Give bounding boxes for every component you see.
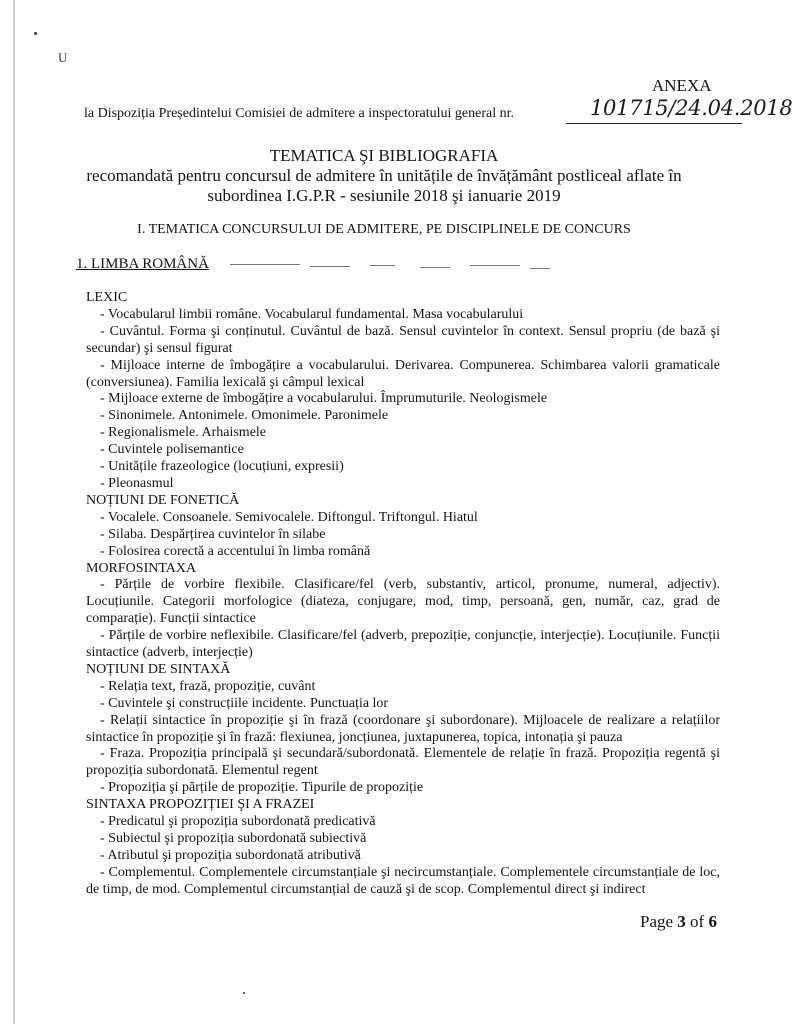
- lexic-item: - Mijloace externe de îmbogățire a vocabularului. Împrumuturile. Neologismele: [100, 391, 548, 407]
- fonetica-item: - Folosirea corectă a accentului în limba română: [100, 543, 371, 559]
- heading-morfosintaxa: MORFOSINTAXA: [86, 560, 197, 576]
- heading-lexic: LEXIC: [86, 290, 128, 305]
- scan-noise: [230, 262, 570, 272]
- sintaxa-item: - Relația text, frază, propoziție, cuvânt: [100, 678, 316, 694]
- lexic-item: - Pleonasmul: [100, 475, 174, 491]
- disposition-text: la Dispoziția Președintelui Comisiei de admitere a inspectoratului general nr.: [84, 106, 514, 121]
- fonetica-item: - Silaba. Despărțirea cuvintelor în silabe: [100, 526, 326, 542]
- handwritten-number: 101715/24.04.2018: [590, 96, 792, 120]
- page-current: 3: [677, 912, 686, 931]
- sintaxa-item: - Relații sintactice în propoziție şi în frază (coordonare şi subordonare). Mijloacele de realizare a relațiilor sintactice în propoziție şi în frază: flexiunea, joncțiunea, juxtapunerea, topica, intonația şi pauza: [86, 712, 720, 745]
- handwritten-underline: [566, 123, 742, 124]
- heading-sintaxa-propozitiei: SINTAXA PROPOZIȚIEI ŞI A FRAZEI: [86, 797, 315, 813]
- page-label: Page: [640, 912, 674, 931]
- document-subtitle-line-1: recomandată pentru concursul de admitere în unitățile de învățământ postliceal aflate în: [86, 166, 682, 185]
- sintaxa-propozitiei-item: - Complementul. Complementele circumstanțiale şi necircumstanțiale. Complementele circumstanțiale de loc, de timp, de mod. Complementul circumstanțial de cauză şi de scop. Complementul direct şi indirect: [86, 864, 720, 897]
- section-heading: I. TEMATICA CONCURSULUI DE ADMITERE, PE DISCIPLINELE DE CONCURS: [137, 222, 631, 237]
- subject-heading: 1. LIMBA ROMÂNĂ: [76, 256, 209, 272]
- disposition-row: [84, 96, 792, 126]
- document-title: TEMATICA ŞI BIBLIOGRAFIA: [269, 146, 499, 165]
- lexic-item: - Regionalismele. Arhaismele: [100, 425, 267, 441]
- lexic-item: - Cuvintele polisemantice: [100, 442, 244, 458]
- document-subtitle-line-2: subordinea I.G.P.R - sesiunile 2018 şi ianuarie 2019: [207, 186, 561, 205]
- heading-fonetica: NOȚIUNI DE FONETICĂ: [86, 492, 240, 508]
- page-number: [640, 912, 717, 932]
- sintaxa-item: - Cuvintele şi construcțiile incidente. Punctuația lor: [100, 695, 389, 711]
- fonetica-item: - Vocalele. Consoanele. Semivocalele. Diftongul. Triftongul. Hiatul: [100, 509, 478, 525]
- corner-mark: U: [58, 50, 68, 65]
- sintaxa-propozitiei-item: - Atributul şi propoziția subordonată atributivă: [100, 847, 361, 863]
- lexic-item: - Cuvântul. Forma şi conținutul. Cuvântul de bază. Sensul cuvintelor în context. Sensul propriu (de bază şi secundar) şi sensul figurat: [86, 323, 720, 356]
- page-total: 6: [708, 912, 717, 931]
- morfosintaxa-item: - Părțile de vorbire flexibile. Clasificare/fel (verb, substantiv, articol, pronume, numeral, adjectiv). Locuțiunile. Categorii morfologice (diateza, conjugare, mod, timp, persoană, gen, număr, caz, grad de comparație). Funcții sintactice: [86, 577, 720, 627]
- scan-speck: [34, 32, 37, 35]
- morfosintaxa-item: - Părțile de vorbire neflexibile. Clasificare/fel (adverb, prepoziție, conjuncție, interjecție). Locuțiunile. Funcții sintactice (adverb, interjecție): [86, 628, 720, 661]
- lexic-item: - Sinonimele. Antonimele. Omonimele. Paronimele: [100, 408, 389, 424]
- page-of: of: [690, 912, 705, 931]
- lexic-item: - Unitățile frazeologice (locuțiuni, expresii): [100, 459, 344, 475]
- heading-sintaxa: NOȚIUNI DE SINTAXĂ: [86, 661, 231, 677]
- lexic-item: - Mijloace interne de îmbogățire a vocabularului. Derivarea. Compunerea. Schimbarea valorii gramaticale (conversiunea). Familia lexicală şi câmpul lexical: [86, 357, 720, 390]
- scan-speck: [243, 992, 245, 994]
- annex-label: ANEXA: [652, 76, 712, 95]
- sintaxa-item: - Fraza. Propoziția principală şi secundară/subordonată. Elementele de relație în frază. Propoziția regentă şi propoziția subordonată. Elementul regent: [86, 746, 720, 779]
- lexic-item: - Vocabularul limbii române. Vocabularul fundamental. Masa vocabularului: [100, 306, 524, 322]
- sintaxa-propozitiei-item: - Predicatul şi propoziția subordonată predicativă: [100, 814, 376, 830]
- sintaxa-item: - Propoziția şi părțile de propoziție. Tipurile de propoziție: [100, 780, 424, 796]
- content-body: [86, 290, 720, 899]
- sintaxa-propozitiei-item: - Subiectul şi propoziția subordonată subiectivă: [100, 831, 367, 846]
